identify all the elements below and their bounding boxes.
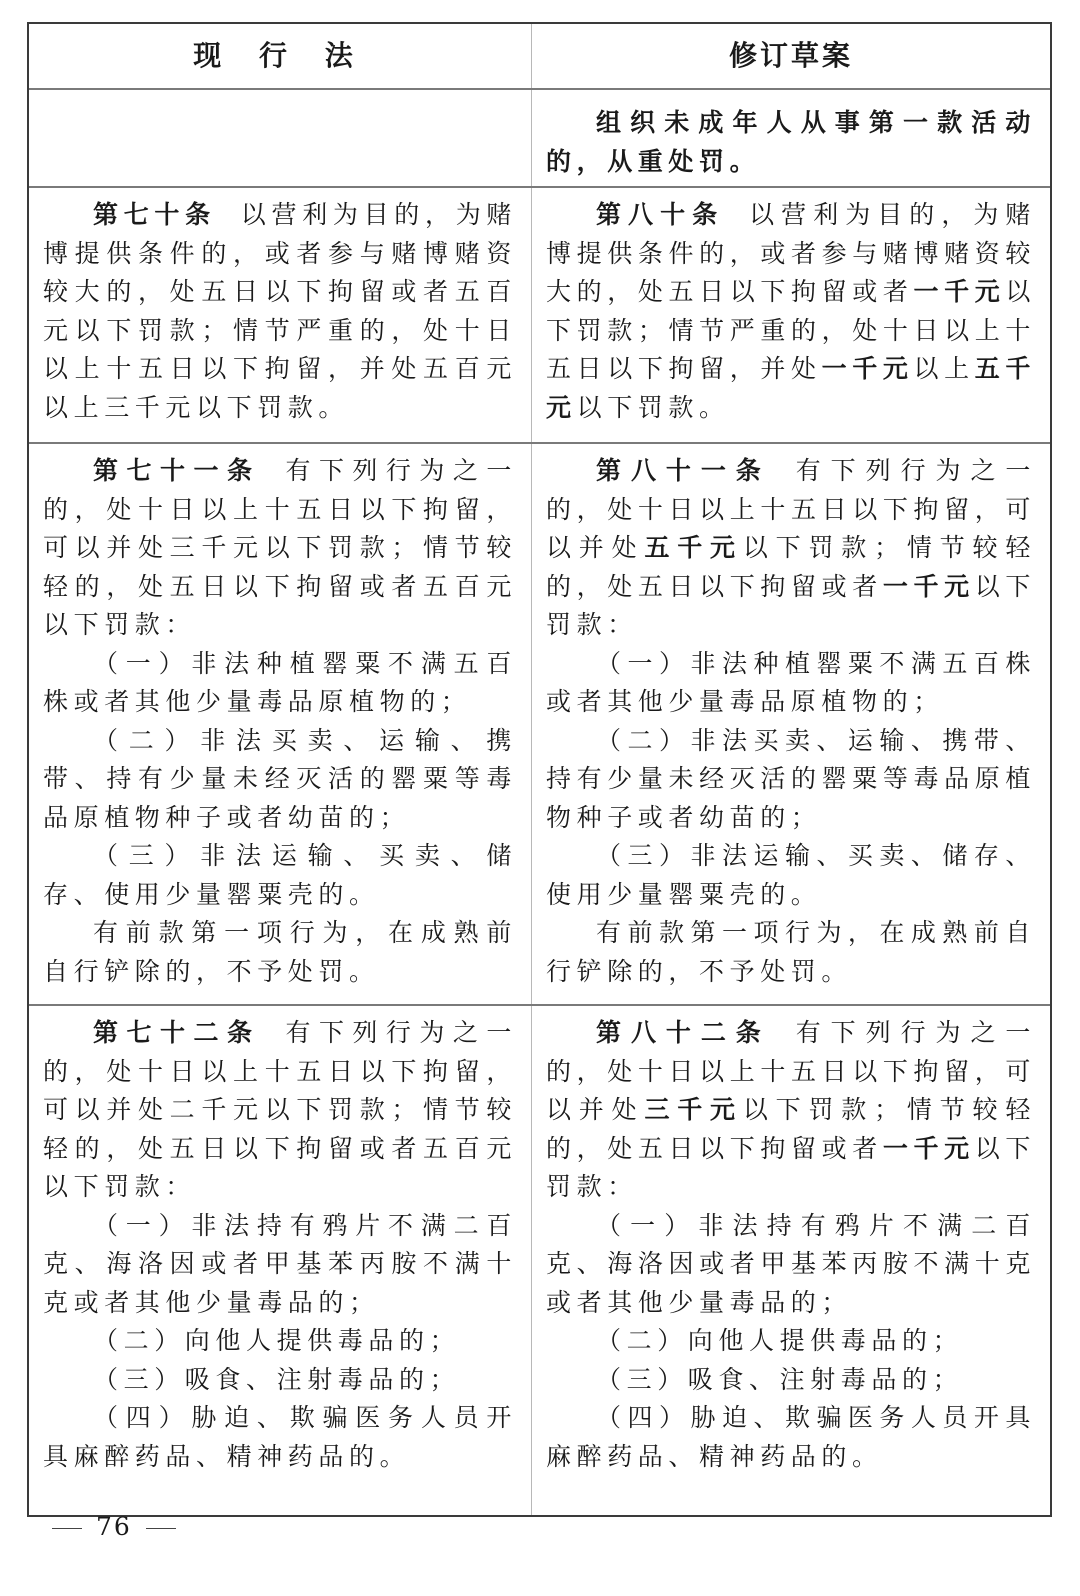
dash-left <box>52 1528 82 1529</box>
clause-text: （三）非法运输、买卖、储存、使用少量罂粟壳的。 <box>546 841 1036 909</box>
article-number: 第七十二条 <box>93 1018 261 1047</box>
clause-text: 以下罚款；情节较轻的，处五日以下拘留或者 <box>546 1095 1036 1163</box>
clause-paragraph <box>546 1361 1036 1400</box>
clause-text: 以下罚款： <box>546 1133 1037 1201</box>
draft-revision-cell <box>532 1006 1050 1515</box>
amended-text: 一千元 <box>913 277 1006 306</box>
header-draft-revision <box>532 24 1050 88</box>
article-number: 第八十一条 <box>596 456 771 485</box>
article-paragraph <box>546 196 1036 427</box>
table-row <box>29 1004 1050 1515</box>
clause-paragraph <box>43 722 517 838</box>
clause-text: 有前款第一项行为，在成熟前自行铲除的，不予处罚。 <box>43 918 517 986</box>
clause-text: （二）向他人提供毒品的； <box>93 1326 461 1355</box>
clause-text: 以下罚款；情节较轻的，处五日以下拘留或者 <box>546 533 1036 601</box>
article-paragraph <box>546 1014 1036 1207</box>
amended-text: 五千元 <box>546 354 1037 422</box>
clause-text: （四）胁迫、欺骗医务人员开具麻醉药品、精神药品的。 <box>43 1403 517 1471</box>
article-paragraph <box>43 196 517 427</box>
article-paragraph <box>43 452 517 645</box>
amended-text: 一千元 <box>882 571 975 601</box>
clause-text: 有下列行为之一的，处十日以上十五日以下拘留，可以并处三千元以下罚款；情节较轻的，处五日以下拘留或者五百元以下罚款： <box>43 456 517 639</box>
clause-paragraph <box>546 645 1036 722</box>
current-law-cell <box>29 90 532 186</box>
header-current-law-label: 现 行 法 <box>193 38 367 72</box>
article-number: 第八十条 <box>596 200 725 229</box>
clause-text: 以下罚款；情节严重的，处十日以上十五日以下拘留，并处 <box>546 277 1037 383</box>
article-paragraph <box>43 1014 517 1207</box>
clause-text: 有下列行为之一的，处十日以上十五日以下拘留，可以并处 <box>546 456 1036 562</box>
current-law-cell <box>29 1006 532 1515</box>
draft-revision-cell <box>532 90 1050 186</box>
clause-text: （一）非法持有鸦片不满二百克、海洛因或者甲基苯丙胺不满十克或者其他少量毒品的； <box>43 1210 517 1317</box>
clause-text: （三）吸食、注射毒品的； <box>93 1364 461 1394</box>
clause-paragraph <box>546 837 1036 914</box>
clause-text: （一）非法种植罂粟不满五百株或者其他少量毒品原植物的； <box>43 648 517 716</box>
clause-text: （二）非法买卖、运输、携带、持有少量未经灭活的罂粟等毒品原植物种子或者幼苗的； <box>546 725 1036 832</box>
article-paragraph <box>546 452 1036 645</box>
article-number: 第八十二条 <box>596 1018 771 1047</box>
clause-text: （三）非法运输、买卖、储存、使用少量罂粟壳的。 <box>43 841 517 909</box>
amended-text: 一千元 <box>821 354 914 383</box>
clause-paragraph <box>43 1361 517 1400</box>
current-law-cell <box>29 444 532 1004</box>
clause-text: 有下列行为之一的，处十日以上十五日以下拘留，可以并处二千元以下罚款；情节较轻的，处五日以下拘留或者五百元以下罚款： <box>43 1018 517 1201</box>
table-header-row <box>29 24 1050 88</box>
header-draft-revision-label: 修订草案 <box>728 38 853 72</box>
clause-paragraph <box>546 1399 1036 1476</box>
article-number: 第七十一条 <box>93 456 261 485</box>
clause-paragraph <box>546 1322 1036 1361</box>
table-row <box>29 186 1050 442</box>
clause-text: 有下列行为之一的，处十日以上十五日以下拘留，可以并处 <box>546 1018 1036 1124</box>
clause-paragraph <box>546 914 1036 991</box>
clause-paragraph <box>546 1207 1036 1323</box>
table-row <box>29 88 1050 186</box>
amended-text: 组织未成年人从事第一款活动的，从重处罚。 <box>546 108 1036 176</box>
dash-right <box>146 1528 176 1529</box>
clause-text: 以营利为目的，为赌博提供条件的，或者参与赌博赌资较大的，处五日以下拘留或者 <box>546 200 1036 306</box>
clause-paragraph <box>43 1207 517 1323</box>
clause-text: （三）吸食、注射毒品的； <box>596 1364 964 1394</box>
clause-paragraph <box>43 914 517 991</box>
clause-text: （一）非法持有鸦片不满二百克、海洛因或者甲基苯丙胺不满十克或者其他少量毒品的； <box>546 1210 1036 1317</box>
clause-text: 以下罚款。 <box>576 392 730 422</box>
clause-paragraph <box>546 722 1036 838</box>
draft-revision-cell <box>532 444 1050 1004</box>
amended-text: 一千元 <box>882 1133 975 1163</box>
comparison-table <box>27 22 1052 1517</box>
clause-text: 有前款第一项行为，在成熟前自行铲除的，不予处罚。 <box>546 918 1036 986</box>
clause-paragraph <box>43 1322 517 1361</box>
clause-paragraph <box>43 837 517 914</box>
draft-revision-cell <box>532 188 1050 442</box>
clause-text: 以上 <box>913 354 975 383</box>
header-current-law <box>29 24 532 88</box>
clause-text: （二）非法买卖、运输、携带、持有少量未经灭活的罂粟等毒品原植物种子或者幼苗的； <box>43 725 517 832</box>
clause-text: 以下罚款： <box>546 571 1037 639</box>
clause-paragraph <box>546 104 1036 181</box>
clause-text: （四）胁迫、欺骗医务人员开具麻醉药品、精神药品的。 <box>546 1403 1036 1471</box>
clause-text: （二）向他人提供毒品的； <box>596 1326 964 1355</box>
clause-text: 以营利为目的，为赌博提供条件的，或者参与赌博赌资较大的，处五日以下拘留或者五百元以下罚款；情节严重的，处十日以上十五日以下拘留，并处五百元以上三千元以下罚款。 <box>43 200 517 422</box>
clause-paragraph <box>43 645 517 722</box>
clause-paragraph <box>43 1399 517 1476</box>
article-number: 第七十条 <box>93 200 216 229</box>
table-row <box>29 442 1050 1004</box>
amended-text: 三千元 <box>644 1095 743 1124</box>
current-law-cell <box>29 188 532 442</box>
page-number-value: 76 <box>96 1512 132 1541</box>
clause-text: （一）非法种植罂粟不满五百株或者其他少量毒品原植物的； <box>546 648 1036 716</box>
amended-text: 五千元 <box>644 533 743 562</box>
page-number <box>38 1512 190 1541</box>
